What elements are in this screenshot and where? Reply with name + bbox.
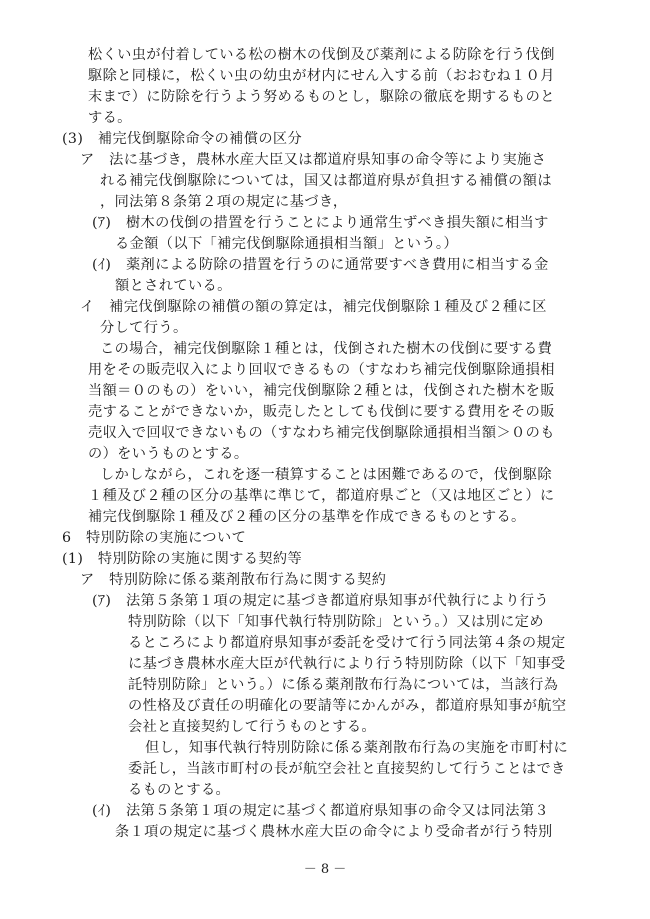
paragraph-case-line-2: 用をその販売収入により回収できるもの（すなわち補完伐倒駆除通損相	[88, 362, 555, 378]
sub-item-i-line-6b: の性格及び責任の明確化の要請等にかんがみ，都道府県知事が航空	[128, 698, 567, 714]
sub-item-i-line-1b: (ｱ) 法第５条第１項の規定に基づき都道府県知事が代執行により行う	[92, 593, 549, 609]
paragraph-case-line-4: 売することができないか，販売したとしても伐倒に要する費用をその販	[88, 404, 555, 420]
paragraph-case-line-6: の）をいうものとする。	[88, 446, 249, 462]
item-i-line-1: イ 補完伐倒駆除の補償の額の算定は，補完伐倒駆除１種及び２種に区	[80, 299, 547, 315]
paragraph-case-line-1: この場合，補完伐倒駆除１種とは，伐倒された樹木の伐倒に要する費	[100, 341, 553, 357]
body-line-1: 松くい虫が付着している松の樹木の伐倒及び薬剤による防除を行う伐倒	[88, 47, 555, 63]
item-a-line-3: ，同法第８条第２項の規定に基づき，	[100, 194, 348, 210]
sub-item-i-line-7b: 会社と直接契約して行うものとする。	[128, 719, 376, 735]
sub-item-ii-line-1b: (ｲ) 法第５条第１項の規定に基づく都道府県知事の命令又は同法第３	[92, 803, 549, 819]
body-line-3: 末まで）に防除を行うよう努めるものとし，駆除の徹底を期するものと	[88, 89, 555, 105]
paragraph-case-line-5: 売収入で回収できないもの（すなわち補完伐倒駆除通損相当額＞０のも	[88, 425, 555, 441]
sub-item-ii-line-2: 額とされている。	[115, 278, 232, 294]
subsection-heading-1: (1) 特別防除の実施に関する契約等	[62, 551, 303, 567]
sub-item-i-line-2b: 特別防除（以下「知事代執行特別防除」という。）又は別に定め	[128, 614, 544, 630]
item-a-line-2: れる補完伐倒駆除については，国又は都道府県が負担する補償の額は	[100, 173, 552, 189]
item-i-line-2: 分して行う。	[100, 320, 188, 336]
sub-item-i-line-2: る金額（以下「補完伐倒駆除通損相当額」という。）	[115, 236, 459, 252]
section-heading-6: 6 特別防除の実施について	[62, 530, 247, 546]
item-a-heading: ア 特別防除に係る薬剤散布行為に関する契約	[80, 572, 387, 588]
paragraph-however-line-3: 補完伐倒駆除１種及び２種の区分の基準を作成できるものとする。	[88, 509, 526, 525]
proviso-line-2: 委託し，当該市町村の長が航空会社と直接契約して行うことはでき	[128, 761, 566, 777]
item-a-line-1: ア 法に基づき，農林水産大臣又は都道府県知事の命令等により実施さ	[80, 152, 547, 168]
sub-item-i-line-1: (ｱ) 樹木の伐倒の措置を行うことにより通常生ずべき損失額に相当す	[92, 215, 549, 231]
proviso-line-3: るものとする。	[128, 782, 231, 798]
section-heading-3: (3) 補完伐倒駆除命令の補償の区分	[62, 131, 303, 147]
paragraph-case-line-3: 当額＝０のもの）をいい，補完伐倒駆除２種とは，伐倒された樹木を販	[88, 383, 555, 399]
sub-item-ii-line-2b: 条１項の規定に基づく農林水産大臣の命令により受命者が行う特別	[115, 824, 553, 840]
paragraph-however-line-2: １種及び２種の区分の基準に準じて，都道府県ごと（又は地区ごと）に	[88, 488, 555, 504]
proviso-line-1: 但し，知事代執行特別防除に係る薬剤散布行為の実施を市町村に	[145, 740, 569, 756]
paragraph-however-line-1: しかしながら，これを逐一積算することは困難であるので，伐倒駆除	[100, 467, 552, 483]
sub-item-i-line-4b: に基づき農林水産大臣が代執行により行う特別防除（以下「知事受	[128, 656, 566, 672]
sub-item-ii-line-1: (ｲ) 薬剤による防除の措置を行うのに通常要すべき費用に相当する金	[92, 257, 549, 273]
body-line-2: 駆除と同様に，松くい虫の幼虫が材内にせん入する前（おおむね１０月	[88, 68, 555, 84]
sub-item-i-line-3b: るところにより都道府県知事が委託を受けて行う同法第４条の規定	[128, 635, 566, 651]
sub-item-i-line-5b: 託特別防除」という。）に係る薬剤散布行為については，当該行為	[128, 677, 559, 693]
page-number: － 8 －	[303, 862, 347, 877]
body-line-4: する。	[88, 110, 132, 126]
